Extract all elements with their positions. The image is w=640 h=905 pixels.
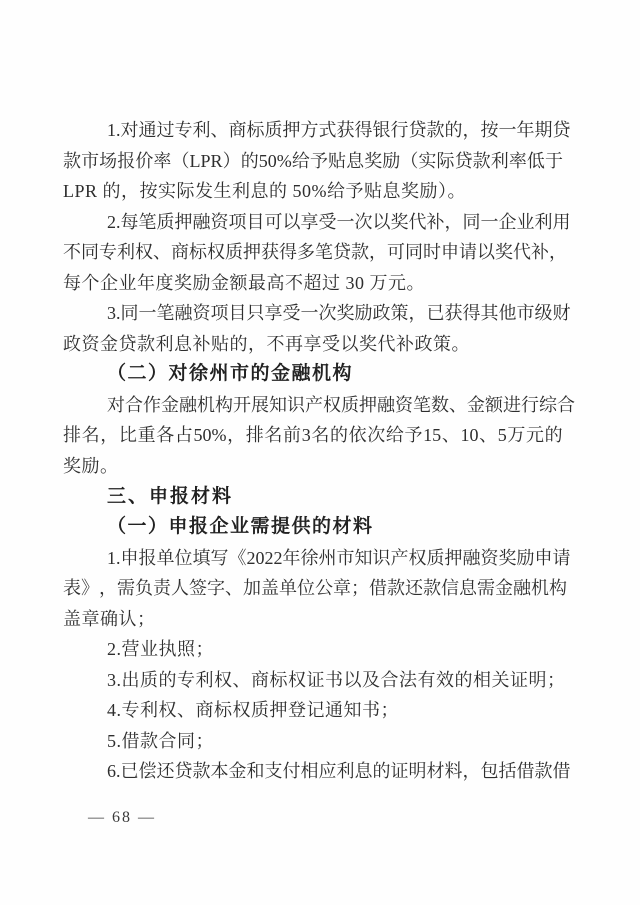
body-line: 5.借款合同； bbox=[107, 730, 214, 751]
heading-3-1-enterprise-materials: （一）申报企业需提供的材料 bbox=[107, 516, 374, 538]
body-line: 盖章确认； bbox=[63, 608, 156, 629]
body-line: 每个企业年度奖励金额最高不超过 30 万元。 bbox=[63, 272, 425, 293]
body-line: 款 市 场 报 价 率 （ LPR ） 的 50% 给 予 贴 息 奖 励 （ 实 际 贷 款 利 率 低 于 bbox=[63, 150, 563, 171]
body-line: 3. 同 一 笔 融 资 项 目 只 享 受 一 次 奖 励 政 策 ， 已 获 得 其 他 市 级 财 bbox=[107, 303, 571, 324]
body-line: 3.出质的专利权、商标权证书以及合法有效的相关证明； bbox=[107, 669, 566, 690]
body-line: 2.营业执照； bbox=[107, 639, 214, 660]
heading-3-application-materials: 三、申报材料 bbox=[107, 485, 234, 507]
body-line: 表 》 ， 需 负 责 人 签 字 、 加 盖 单 位 公 章 ； 借 款 还 款 信 息 需 金 融 机 构 bbox=[63, 578, 567, 599]
body-line: 6. 已 偿 还 贷 款 本 金 和 支 付 相 应 利 息 的 证 明 材 料 ， 包 括 借 款 借 bbox=[107, 761, 571, 782]
body-line: 4.专利权、商标权质押登记通知书； bbox=[107, 700, 399, 721]
body-line: 政资金贷款利息补贴的，不再享受以奖代补政策。 bbox=[63, 333, 470, 354]
body-line: 1. 申 报 单 位 填 写 《 2022 年 徐 州 市 知 识 产 权 质 押 融 资 奖 励 申 请 bbox=[107, 547, 571, 568]
body-line: 对 合 作 金 融 机 构 开 展 知 识 产 权 质 押 融 资 笔 数 、 金 额 进 行 综 合 bbox=[107, 394, 575, 415]
body-line: LPR 的，按实际发生利息的 50%给予贴息奖励）。 bbox=[63, 181, 467, 202]
document-body bbox=[63, 115, 575, 787]
body-line: 不 同 专 利 权 、 商 标 权 质 押 获 得 多 笔 贷 款 ， 可 同 时 申 请 以 奖 代 补 ， bbox=[63, 242, 567, 263]
body-line: 排 名 ， 比 重 各 占 50% ， 排 名 前 3 名 的 依 次 给 予 15 、 10 、 5 万 元 的 bbox=[63, 425, 563, 446]
body-line: 2. 每 笔 质 押 融 资 项 目 可 以 享 受 一 次 以 奖 代 补 ， 同 一 企 业 利 用 bbox=[107, 211, 571, 232]
body-line: 奖励。 bbox=[63, 456, 119, 477]
page-number: — 68 — bbox=[88, 809, 156, 826]
heading-2-financial-institutions: （二）对徐州市的金融机构 bbox=[107, 363, 354, 385]
body-line: 1. 对 通 过 专 利 、 商 标 质 押 方 式 获 得 银 行 贷 款 的 ， 按 一 年 期 贷 bbox=[107, 120, 571, 140]
